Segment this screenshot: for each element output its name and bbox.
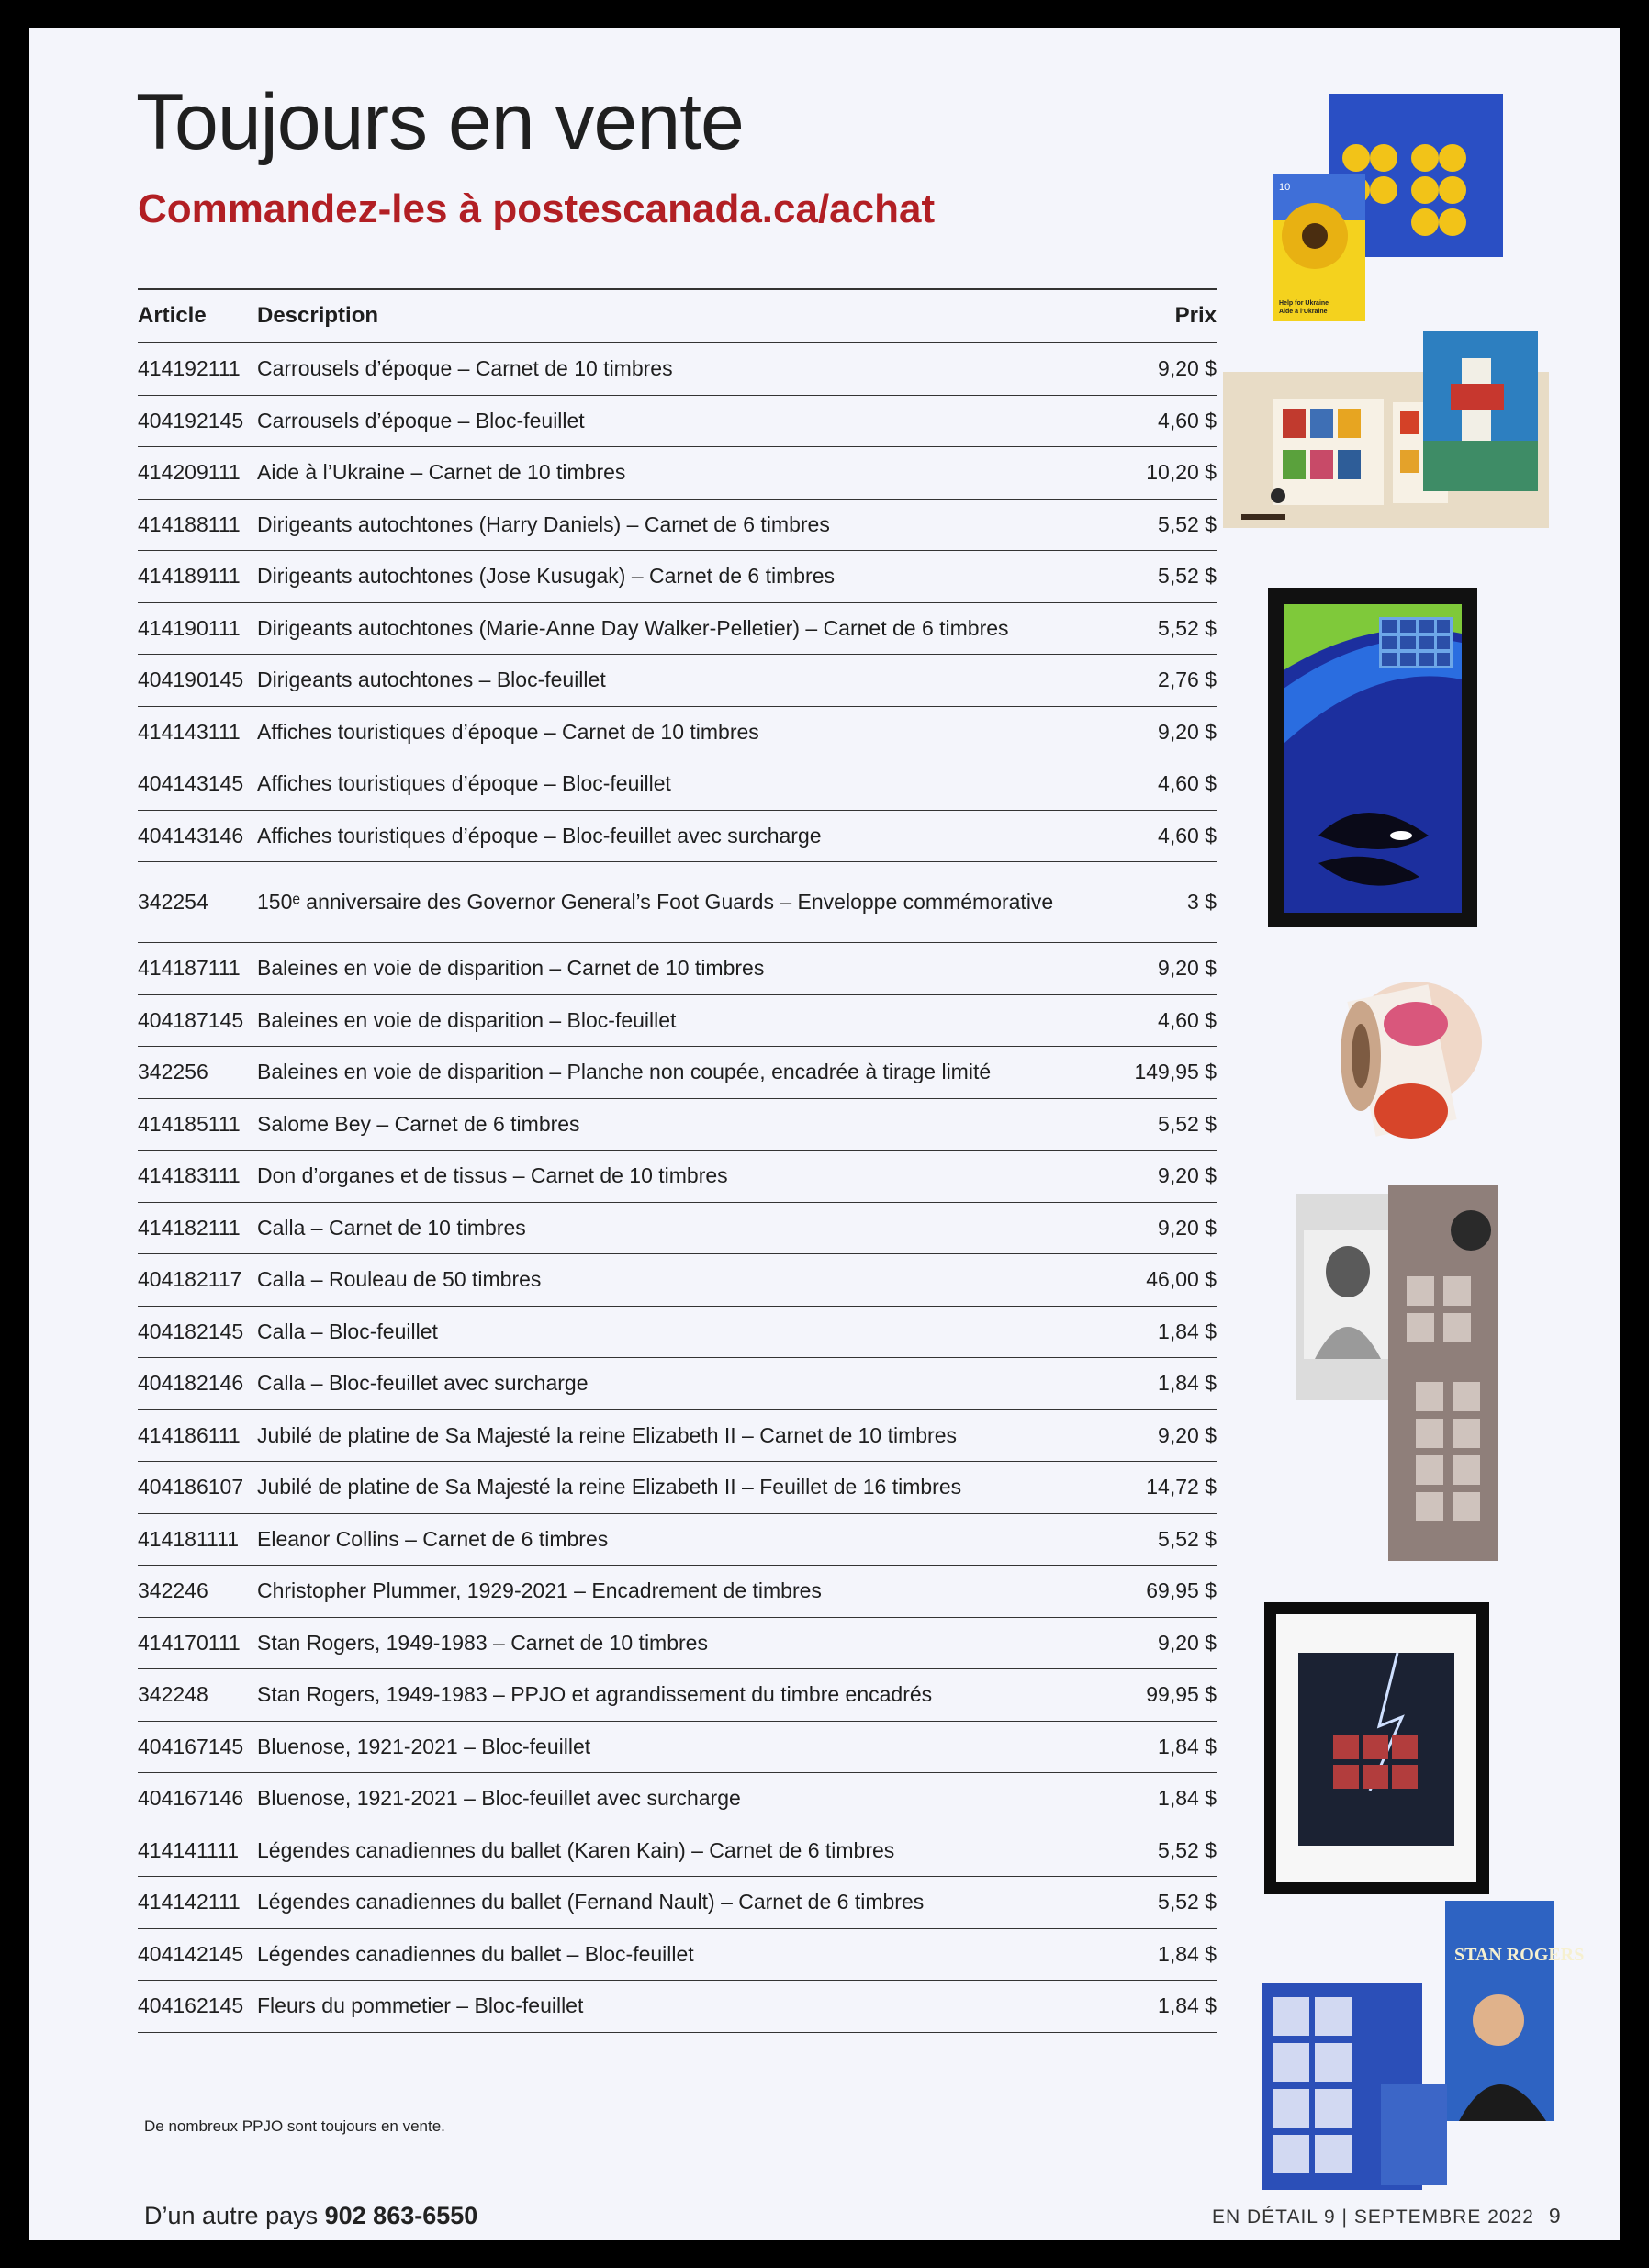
cell-description: Eleanor Collins – Carnet de 6 timbres xyxy=(257,1513,1106,1566)
cell-description: Légendes canadiennes du ballet (Fernand Nault) – Carnet de 6 timbres xyxy=(257,1877,1106,1929)
table-row xyxy=(138,1306,1217,1358)
cell-description: Jubilé de platine de Sa Majesté la reine Elizabeth II – Carnet de 10 timbres xyxy=(257,1409,1106,1462)
cell-article: 342248 xyxy=(138,1669,257,1722)
cell-article: 414170111 xyxy=(138,1617,257,1669)
cell-description: Calla – Bloc-feuillet avec surcharge xyxy=(257,1358,1106,1410)
table-header-row xyxy=(138,289,1217,342)
footer-phone-label: D’un autre pays xyxy=(144,2202,319,2229)
cell-price: 46,00 $ xyxy=(1106,1254,1217,1307)
product-table xyxy=(138,288,1217,2033)
cell-article: 404167146 xyxy=(138,1773,257,1825)
header-price: Prix xyxy=(1106,289,1217,342)
table-row xyxy=(138,1047,1217,1099)
cell-article: 404182145 xyxy=(138,1306,257,1358)
table-row xyxy=(138,862,1217,943)
header-article: Article xyxy=(138,289,257,342)
cell-description: Carrousels d’époque – Carnet de 10 timbres xyxy=(257,342,1106,395)
magazine-page xyxy=(29,28,1620,2240)
table-row xyxy=(138,1202,1217,1254)
cell-description: Affiches touristiques d’époque – Bloc-feuillet avec surcharge xyxy=(257,810,1106,862)
cell-price: 9,20 $ xyxy=(1106,342,1217,395)
cell-description: Calla – Carnet de 10 timbres xyxy=(257,1202,1106,1254)
cell-price: 5,52 $ xyxy=(1106,1513,1217,1566)
cell-article: 414187111 xyxy=(138,943,257,995)
cell-article: 414185111 xyxy=(138,1098,257,1151)
cell-article: 404187145 xyxy=(138,994,257,1047)
cell-article: 404186107 xyxy=(138,1462,257,1514)
cell-article: 404143145 xyxy=(138,758,257,811)
table-row xyxy=(138,1151,1217,1203)
cell-description: 150ᵉ anniversaire des Governor General’s Foot Guards – Enveloppe commémorative xyxy=(257,862,1106,943)
table-row xyxy=(138,758,1217,811)
table-row xyxy=(138,810,1217,862)
cell-description: Carrousels d’époque – Bloc-feuillet xyxy=(257,395,1106,447)
table-row xyxy=(138,655,1217,707)
cell-description: Baleines en voie de disparition – Planche non coupée, encadrée à tirage limité xyxy=(257,1047,1106,1099)
cell-price: 4,60 $ xyxy=(1106,758,1217,811)
cell-price: 4,60 $ xyxy=(1106,395,1217,447)
cell-article: 414192111 xyxy=(138,342,257,395)
table-row xyxy=(138,706,1217,758)
cell-description: Affiches touristiques d’époque – Bloc-feuillet xyxy=(257,758,1106,811)
page-title: Toujours en vente xyxy=(136,78,744,166)
cell-article: 342256 xyxy=(138,1047,257,1099)
cell-article: 414181111 xyxy=(138,1513,257,1566)
cell-price: 1,84 $ xyxy=(1106,1981,1217,2033)
table-row xyxy=(138,1877,1217,1929)
cell-description: Stan Rogers, 1949-1983 – Carnet de 10 timbres xyxy=(257,1617,1106,1669)
table-row xyxy=(138,1721,1217,1773)
cell-price: 5,52 $ xyxy=(1106,551,1217,603)
cell-article: 404192145 xyxy=(138,395,257,447)
cell-price: 4,60 $ xyxy=(1106,994,1217,1047)
cell-price: 5,52 $ xyxy=(1106,1825,1217,1877)
stan-rogers-title: STAN ROGERS xyxy=(1454,1945,1585,1965)
cell-article: 404182117 xyxy=(138,1254,257,1307)
cell-description: Dirigeants autochtones (Jose Kusugak) – Carnet de 6 timbres xyxy=(257,551,1106,603)
table-body xyxy=(138,342,1217,2032)
cell-article: 404182146 xyxy=(138,1358,257,1410)
cell-description: Calla – Rouleau de 50 timbres xyxy=(257,1254,1106,1307)
cell-article: 414186111 xyxy=(138,1409,257,1462)
table-row xyxy=(138,1566,1217,1618)
cell-description: Fleurs du pommetier – Bloc-feuillet xyxy=(257,1981,1106,2033)
cell-description: Légendes canadiennes du ballet (Karen Kain) – Carnet de 6 timbres xyxy=(257,1825,1106,1877)
whales-framed-image xyxy=(1263,560,1484,927)
table-row xyxy=(138,1617,1217,1669)
christopher-plummer-frame-image xyxy=(1260,1598,1498,1901)
cell-article: 342254 xyxy=(138,862,257,943)
cell-article: 404162145 xyxy=(138,1981,257,2033)
cell-description: Baleines en voie de disparition – Carnet de 10 timbres xyxy=(257,943,1106,995)
cell-price: 14,72 $ xyxy=(1106,1462,1217,1514)
cell-article: 414141111 xyxy=(138,1825,257,1877)
cell-description: Dirigeants autochtones (Harry Daniels) – Carnet de 6 timbres xyxy=(257,499,1106,551)
table-row xyxy=(138,1098,1217,1151)
stan-rogers-stamps-image xyxy=(1262,1901,1585,2195)
cell-description: Légendes canadiennes du ballet – Bloc-feuillet xyxy=(257,1928,1106,1981)
cell-article: 414182111 xyxy=(138,1202,257,1254)
table-row xyxy=(138,551,1217,603)
footnote: De nombreux PPJO sont toujours en vente. xyxy=(144,2117,445,2135)
table-row xyxy=(138,1773,1217,1825)
cell-price: 99,95 $ xyxy=(1106,1669,1217,1722)
cell-price: 2,76 $ xyxy=(1106,655,1217,707)
table-row xyxy=(138,1669,1217,1722)
cell-price: 5,52 $ xyxy=(1106,499,1217,551)
table-row xyxy=(138,1981,1217,2033)
cell-price: 9,20 $ xyxy=(1106,1409,1217,1462)
footer-publication xyxy=(1212,2204,1561,2229)
ukraine-stamps-image xyxy=(1264,94,1540,332)
ukraine-denom: 10 xyxy=(1279,182,1291,193)
cell-article: 414188111 xyxy=(138,499,257,551)
calla-coil-image xyxy=(1324,955,1508,1157)
cell-article: 404143146 xyxy=(138,810,257,862)
table-row xyxy=(138,1513,1217,1566)
cell-description: Stan Rogers, 1949-1983 – PPJO et agrandissement du timbre encadrés xyxy=(257,1669,1106,1722)
carousel-stamps-image xyxy=(1223,303,1590,551)
cell-article: 414183111 xyxy=(138,1151,257,1203)
cell-description: Calla – Bloc-feuillet xyxy=(257,1306,1106,1358)
cell-article: 404142145 xyxy=(138,1928,257,1981)
cell-description: Aide à l’Ukraine – Carnet de 10 timbres xyxy=(257,447,1106,500)
ukraine-label: Help for Ukraine Aide à l’Ukraine xyxy=(1279,300,1329,315)
table-row xyxy=(138,447,1217,500)
page-number: 9 xyxy=(1548,2204,1561,2228)
cell-article: 414142111 xyxy=(138,1877,257,1929)
cell-article: 404167145 xyxy=(138,1721,257,1773)
table-row xyxy=(138,1358,1217,1410)
cell-price: 1,84 $ xyxy=(1106,1928,1217,1981)
cell-price: 1,84 $ xyxy=(1106,1306,1217,1358)
table-row xyxy=(138,1462,1217,1514)
cell-price: 69,95 $ xyxy=(1106,1566,1217,1618)
table-row xyxy=(138,1409,1217,1462)
cell-article: 342246 xyxy=(138,1566,257,1618)
footer-phone xyxy=(144,2202,477,2230)
table-row xyxy=(138,342,1217,395)
table-row xyxy=(138,1825,1217,1877)
cell-price: 5,52 $ xyxy=(1106,1098,1217,1151)
cell-article: 414209111 xyxy=(138,447,257,500)
cell-article: 414189111 xyxy=(138,551,257,603)
cell-article: 404190145 xyxy=(138,655,257,707)
cell-price: 1,84 $ xyxy=(1106,1721,1217,1773)
cell-price: 9,20 $ xyxy=(1106,706,1217,758)
table-row xyxy=(138,1928,1217,1981)
page-subtitle: Commandez-les à postescanada.ca/achat xyxy=(138,186,936,231)
cell-price: 3 $ xyxy=(1106,862,1217,943)
cell-price: 1,84 $ xyxy=(1106,1358,1217,1410)
table-row xyxy=(138,602,1217,655)
cell-price: 149,95 $ xyxy=(1106,1047,1217,1099)
cell-description: Baleines en voie de disparition – Bloc-feuillet xyxy=(257,994,1106,1047)
cell-price: 5,52 $ xyxy=(1106,1877,1217,1929)
cell-price: 4,60 $ xyxy=(1106,810,1217,862)
table-row xyxy=(138,1254,1217,1307)
cell-price: 9,20 $ xyxy=(1106,1202,1217,1254)
cell-description: Jubilé de platine de Sa Majesté la reine Elizabeth II – Feuillet de 16 timbres xyxy=(257,1462,1106,1514)
cell-description: Salome Bey – Carnet de 6 timbres xyxy=(257,1098,1106,1151)
cell-article: 414190111 xyxy=(138,602,257,655)
cell-description: Affiches touristiques d’époque – Carnet de 10 timbres xyxy=(257,706,1106,758)
footer-publication-label: EN DÉTAIL 9 | SEPTEMBRE 2022 xyxy=(1212,2206,1534,2228)
cell-article: 414143111 xyxy=(138,706,257,758)
cell-price: 9,20 $ xyxy=(1106,943,1217,995)
cell-description: Bluenose, 1921-2021 – Bloc-feuillet xyxy=(257,1721,1106,1773)
table-row xyxy=(138,499,1217,551)
cell-price: 1,84 $ xyxy=(1106,1773,1217,1825)
queen-elizabeth-stamps-image xyxy=(1287,1185,1508,1570)
cell-description: Dirigeants autochtones (Marie-Anne Day Walker-Pelletier) – Carnet de 6 timbres xyxy=(257,602,1106,655)
table-row xyxy=(138,395,1217,447)
table-row xyxy=(138,943,1217,995)
cell-price: 9,20 $ xyxy=(1106,1617,1217,1669)
cell-price: 10,20 $ xyxy=(1106,447,1217,500)
footer-phone-number: 902 863-6550 xyxy=(324,2202,478,2229)
table-row xyxy=(138,994,1217,1047)
cell-description: Bluenose, 1921-2021 – Bloc-feuillet avec surcharge xyxy=(257,1773,1106,1825)
cell-price: 5,52 $ xyxy=(1106,602,1217,655)
cell-price: 9,20 $ xyxy=(1106,1151,1217,1203)
header-description: Description xyxy=(257,289,1106,342)
cell-description: Christopher Plummer, 1929-2021 – Encadrement de timbres xyxy=(257,1566,1106,1618)
cell-description: Don d’organes et de tissus – Carnet de 10 timbres xyxy=(257,1151,1106,1203)
cell-description: Dirigeants autochtones – Bloc-feuillet xyxy=(257,655,1106,707)
